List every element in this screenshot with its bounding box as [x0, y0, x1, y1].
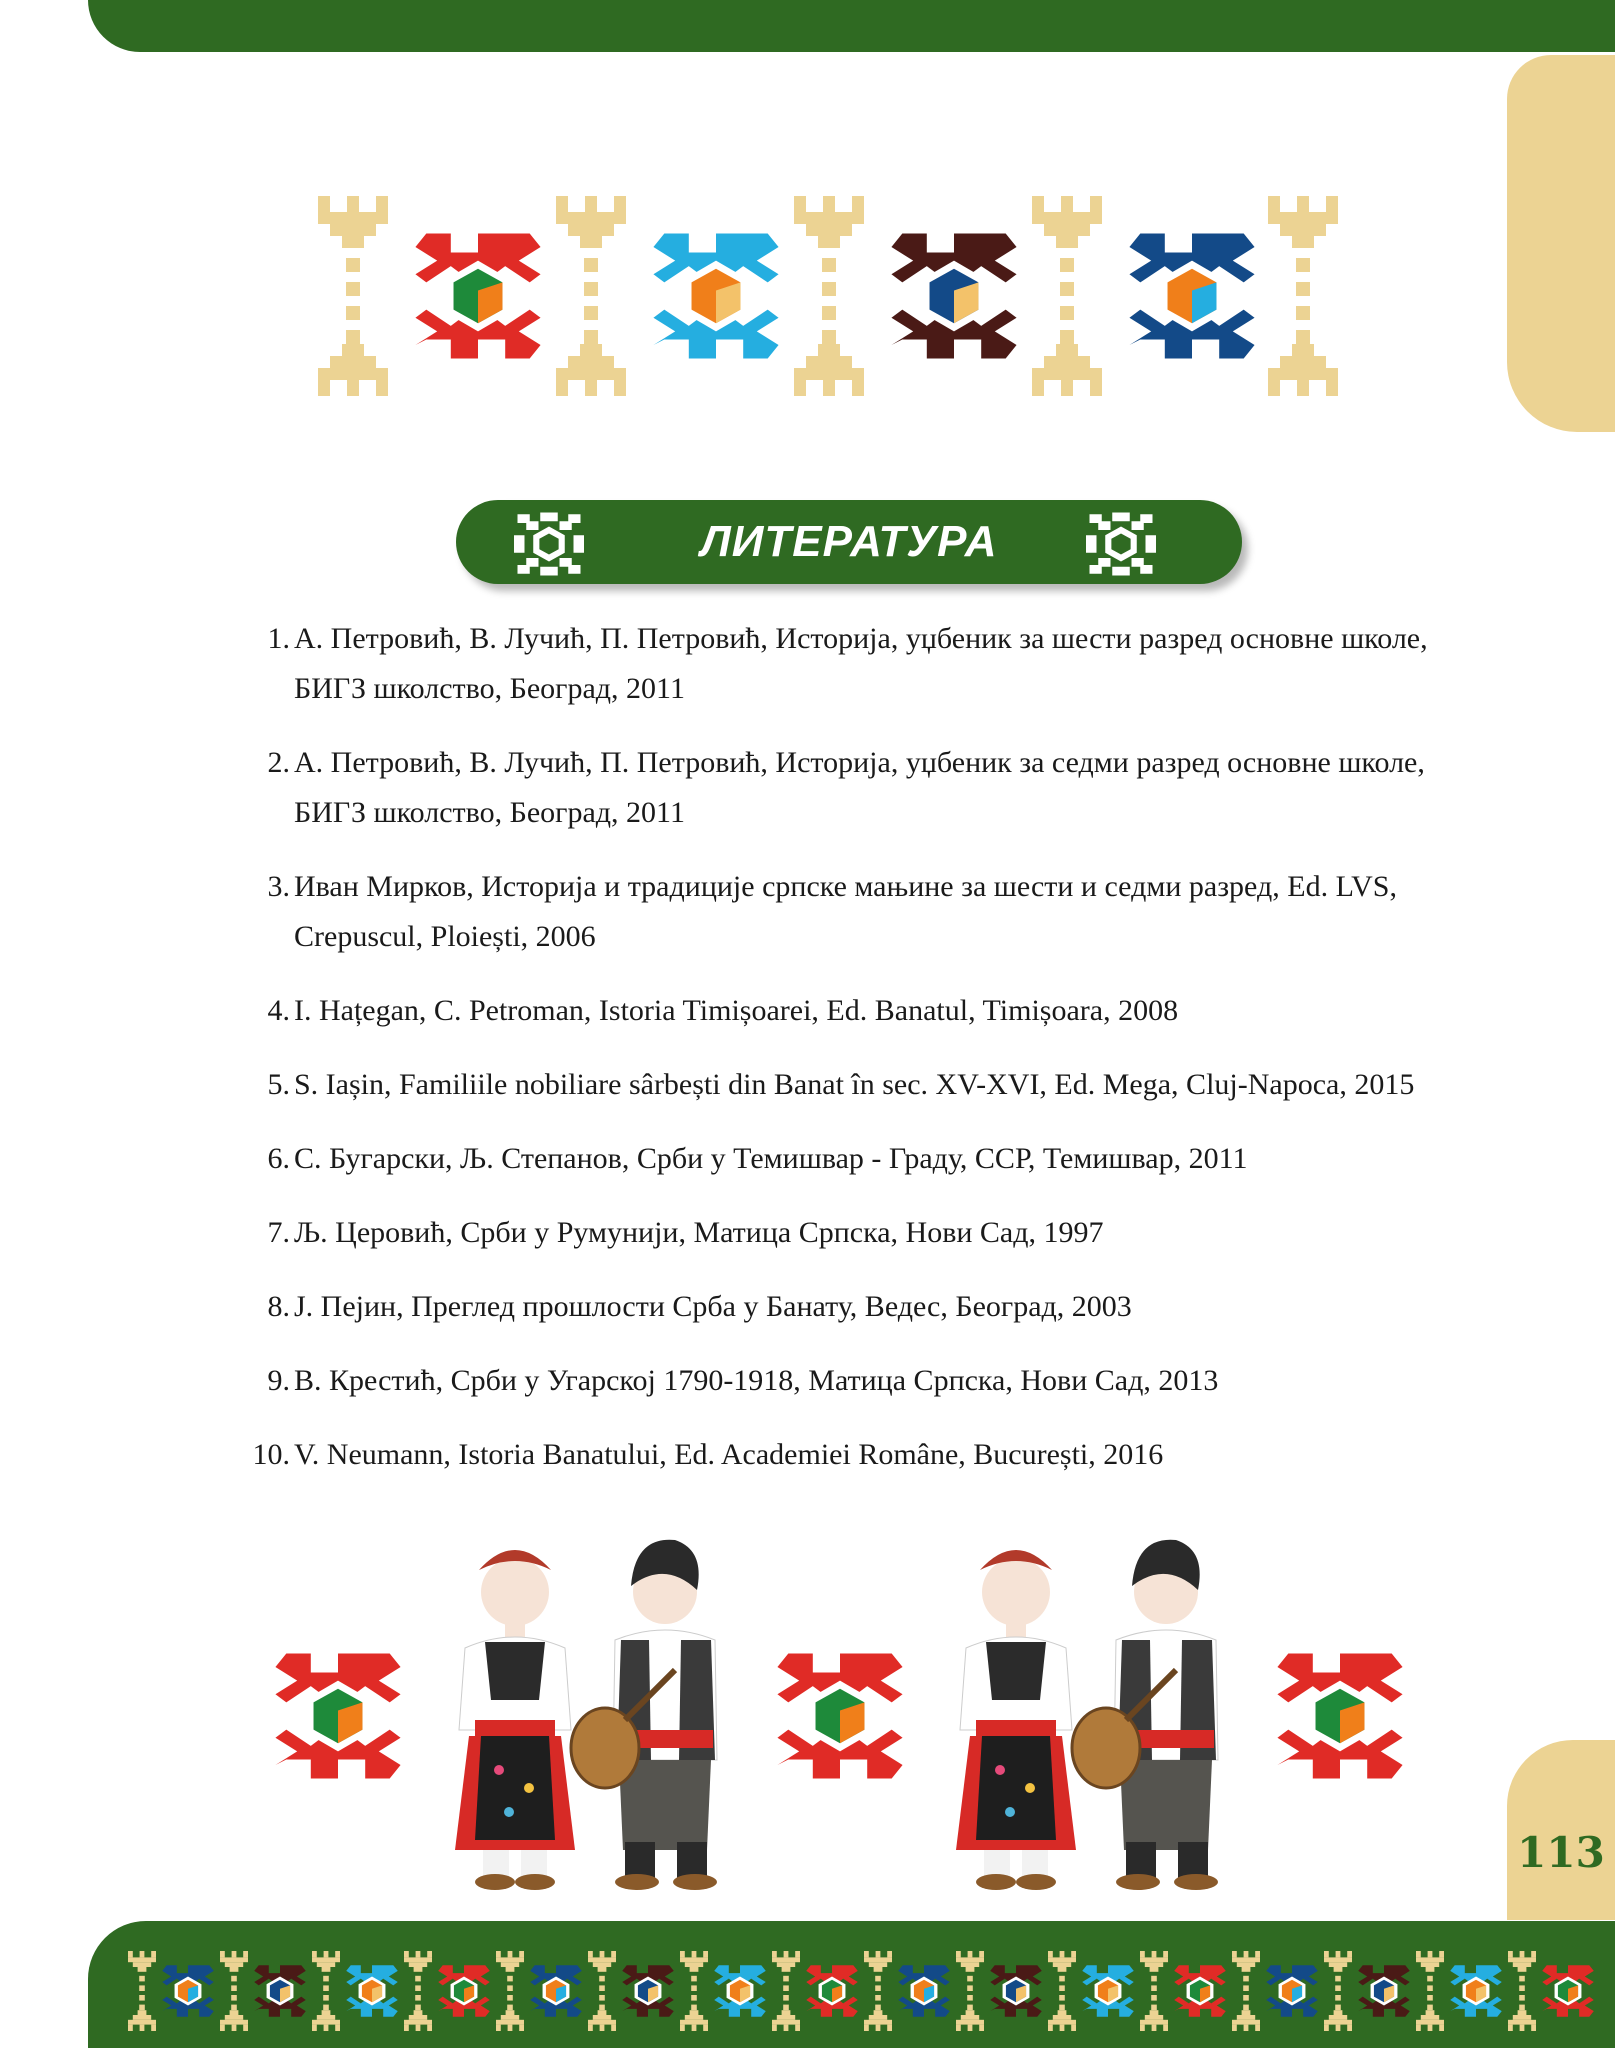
list-item — [230, 1356, 1466, 1406]
tower-pattern-icon — [1032, 196, 1102, 396]
tower-pattern-icon — [680, 1951, 708, 2031]
tower-pattern-icon — [128, 1951, 156, 2031]
navy-star-pattern-icon — [1266, 1965, 1318, 2017]
list-item — [230, 1282, 1466, 1332]
list-item — [230, 862, 1466, 962]
brown-star-pattern-icon — [1358, 1965, 1410, 2017]
reference-text: А. Петровић, В. Лучић, П. Петровић, Историја, уџбеник за седми разред основне школе, БИГЗ школство, Београд, 2011 — [294, 746, 1425, 829]
reference-text: S. Iașin, Familiile nobiliare sârbești din Banat în sec. XV-XVI, Ed. Mega, Cluj-Napoca, 2015 — [294, 1068, 1415, 1101]
tower-pattern-icon — [588, 1951, 616, 2031]
list-number: 4. — [267, 994, 290, 1027]
list-number: 1. — [267, 622, 290, 655]
tower-pattern-icon — [956, 1951, 984, 2031]
red-star-pattern-icon — [777, 1653, 902, 1778]
navy-star-pattern-icon — [1129, 233, 1254, 358]
reference-text: В. Крестић, Срби у Угарској 1790-1918, Матица Српска, Нови Сад, 2013 — [294, 1364, 1219, 1397]
page-number: 113 — [1517, 1828, 1605, 1877]
navy-star-pattern-icon — [530, 1965, 582, 2017]
reference-text: V. Neumann, Istoria Banatului, Ed. Academiei Române, București, 2016 — [294, 1438, 1164, 1471]
folk-costume-couple-illustration — [455, 1540, 717, 1890]
side-tab — [1507, 55, 1615, 432]
red-star-pattern-icon — [1174, 1965, 1226, 2017]
reference-text: Ј. Пејин, Преглед прошлости Срба у Банату, Ведес, Београд, 2003 — [294, 1290, 1132, 1323]
list-number: 10. — [252, 1438, 290, 1471]
tower-pattern-icon — [404, 1951, 432, 2031]
blue-star-pattern-icon — [1082, 1965, 1134, 2017]
blue-star-pattern-icon — [346, 1965, 398, 2017]
tower-pattern-icon — [1140, 1951, 1168, 2031]
tower-pattern-icon — [556, 196, 626, 396]
list-number: 5. — [267, 1068, 290, 1101]
tower-pattern-icon — [1232, 1951, 1260, 2031]
red-star-pattern-icon — [1277, 1653, 1402, 1778]
tower-pattern-icon — [496, 1951, 524, 2031]
tower-pattern-icon — [1508, 1951, 1536, 2031]
red-star-pattern-icon — [275, 1653, 400, 1778]
section-title-banner — [456, 500, 1242, 584]
list-number: 2. — [267, 746, 290, 779]
folk-costume-couple-illustration — [956, 1540, 1218, 1890]
bottom-ornament-row — [88, 1921, 1615, 2048]
list-number: 8. — [267, 1290, 290, 1323]
list-number: 9. — [267, 1364, 290, 1397]
top-band — [88, 0, 1615, 52]
reference-text: Љ. Церовић, Срби у Румунији, Матица Српска, Нови Сад, 1997 — [294, 1216, 1104, 1249]
navy-star-pattern-icon — [898, 1965, 950, 2017]
tower-pattern-icon — [1416, 1951, 1444, 2031]
reference-text: Иван Мирков, Историја и традиције српске мањине за шести и седми разред, Ed. LVS, Crepuscul, Ploiești, 2006 — [294, 870, 1397, 953]
red-star-pattern-icon — [438, 1965, 490, 2017]
tower-pattern-icon — [772, 1951, 800, 2031]
tower-pattern-icon — [220, 1951, 248, 2031]
reference-text: А. Петровић, В. Лучић, П. Петровић, Историја, уџбеник за шести разред основне школе, БИГЗ школство, Београд, 2011 — [294, 622, 1428, 705]
blue-star-pattern-icon — [714, 1965, 766, 2017]
reference-text: С. Бугарски, Љ. Степанов, Срби у Темишвар - Граду, ССР, Темишвар, 2011 — [294, 1142, 1248, 1175]
brown-star-pattern-icon — [990, 1965, 1042, 2017]
list-item — [230, 614, 1466, 714]
tower-pattern-icon — [1268, 196, 1338, 396]
list-number: 7. — [267, 1216, 290, 1249]
folk-illustration — [260, 1530, 1410, 1890]
brown-star-pattern-icon — [891, 233, 1016, 358]
list-item — [230, 738, 1466, 838]
red-star-pattern-icon — [415, 233, 540, 358]
list-item — [230, 1060, 1466, 1110]
section-title: ЛИТЕРАТУРА — [700, 517, 998, 566]
list-item — [230, 986, 1466, 1036]
tower-pattern-icon — [1048, 1951, 1076, 2031]
top-ornament — [318, 196, 1338, 396]
reference-text: I. Hațegan, C. Petroman, Istoria Timișoarei, Ed. Banatul, Timișoara, 2008 — [294, 994, 1179, 1027]
list-number: 3. — [267, 870, 290, 903]
brown-star-pattern-icon — [622, 1965, 674, 2017]
reference-list — [230, 614, 1466, 1504]
blue-star-pattern-icon — [1450, 1965, 1502, 2017]
tower-pattern-icon — [864, 1951, 892, 2031]
blue-star-pattern-icon — [653, 233, 778, 358]
bottom-band — [88, 1921, 1615, 2048]
snowflake-icon — [1086, 509, 1156, 579]
tower-pattern-icon — [312, 1951, 340, 2031]
list-item — [230, 1430, 1466, 1480]
tower-pattern-icon — [318, 196, 388, 396]
red-star-pattern-icon — [806, 1965, 858, 2017]
brown-star-pattern-icon — [254, 1965, 306, 2017]
list-number: 6. — [267, 1142, 290, 1175]
navy-star-pattern-icon — [162, 1965, 214, 2017]
red-star-pattern-icon — [1542, 1965, 1594, 2017]
list-item — [230, 1208, 1466, 1258]
tower-pattern-icon — [794, 196, 864, 396]
tower-pattern-icon — [1324, 1951, 1352, 2031]
list-item — [230, 1134, 1466, 1184]
